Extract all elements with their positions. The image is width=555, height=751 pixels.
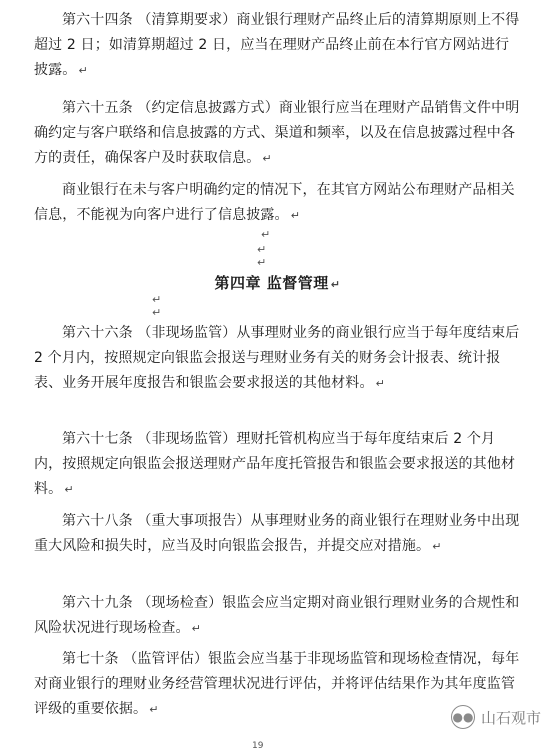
article-66 bbox=[34, 321, 520, 396]
article-68-text: 第六十八条 （重大事项报告）从事理财业务的商业银行在理财业务中出现重大风险和损失时，应当及时向银监会报告，并提交应对措施。 bbox=[34, 513, 520, 554]
article-64-text: 第六十四条 （清算期要求）商业银行理财产品终止后的清算期原则上不得超过 2 日；如清算期超过 2 日，应当在理财产品终止前在本行官方网站进行披露。 bbox=[34, 12, 520, 78]
watermark bbox=[451, 705, 541, 729]
paragraph-mark-icon: ↵ bbox=[152, 293, 162, 306]
article-67 bbox=[34, 427, 520, 502]
watermark-text: 山石观市 bbox=[480, 708, 541, 727]
paragraph-mark-icon: ↵ bbox=[78, 64, 88, 77]
article-70 bbox=[34, 647, 520, 722]
paragraph-mark-icon: ↵ bbox=[261, 228, 271, 241]
article-67-text: 第六十七条 （非现场监管）理财托管机构应当于每年度结束后 2 个月内，按照规定向银监会报送理财产品年度托管报告和银监会要求报送的其他材料。 bbox=[34, 431, 516, 497]
article-65-supplement-text: 商业银行在未与客户明确约定的情况下，在其官方网站公布理财产品相关信息，不能视为向客户进行了信息披露。 bbox=[34, 182, 515, 223]
paragraph-mark-icon: ↵ bbox=[257, 256, 267, 269]
paragraph-mark-icon: ↵ bbox=[64, 483, 74, 496]
article-65 bbox=[34, 96, 520, 171]
article-66-text: 第六十六条 （非现场监管）从事理财业务的商业银行应当于每年度结束后 2 个月内，按照规定向银监会报送与理财业务有关的财务会计报表、统计报表、业务开展年度报告和银监会要求报送的其他材料。 bbox=[34, 325, 520, 391]
paragraph-mark-icon: ↵ bbox=[149, 703, 159, 716]
chapter-title-text: 第四章 监督管理 bbox=[214, 274, 329, 292]
article-65-supplement bbox=[34, 178, 520, 228]
page-number: 19 bbox=[252, 741, 264, 751]
article-64 bbox=[34, 8, 520, 83]
chapter-title bbox=[0, 272, 555, 293]
article-68 bbox=[34, 509, 520, 559]
article-69 bbox=[34, 591, 520, 641]
paragraph-mark-icon: ↵ bbox=[375, 377, 385, 390]
wechat-icon: ●● bbox=[451, 705, 475, 729]
article-65-text: 第六十五条 （约定信息披露方式）商业银行应当在理财产品销售文件中明确约定与客户联络和信息披露的方式、渠道和频率，以及在信息披露过程中各方的责任，确保客户及时获取信息。 bbox=[34, 100, 520, 166]
paragraph-mark-icon: ↵ bbox=[262, 152, 272, 165]
paragraph-mark-icon: ↵ bbox=[290, 209, 301, 222]
paragraph-mark-icon: ↵ bbox=[330, 278, 341, 291]
paragraph-mark-icon: ↵ bbox=[432, 540, 442, 553]
paragraph-mark-icon: ↵ bbox=[191, 622, 202, 635]
paragraph-mark-icon: ↵ bbox=[257, 243, 267, 256]
paragraph-mark-icon: ↵ bbox=[152, 306, 162, 319]
article-69-text: 第六十九条 （现场检查）银监会应当定期对商业银行理财业务的合规性和风险状况进行现场检查。 bbox=[34, 595, 520, 636]
article-70-text: 第七十条 （监管评估）银监会应当基于非现场监管和现场检查情况，每年对商业银行的理财业务经营管理状况进行评估，并将评估结果作为其年度监管评级的重要依据。 bbox=[34, 651, 520, 717]
